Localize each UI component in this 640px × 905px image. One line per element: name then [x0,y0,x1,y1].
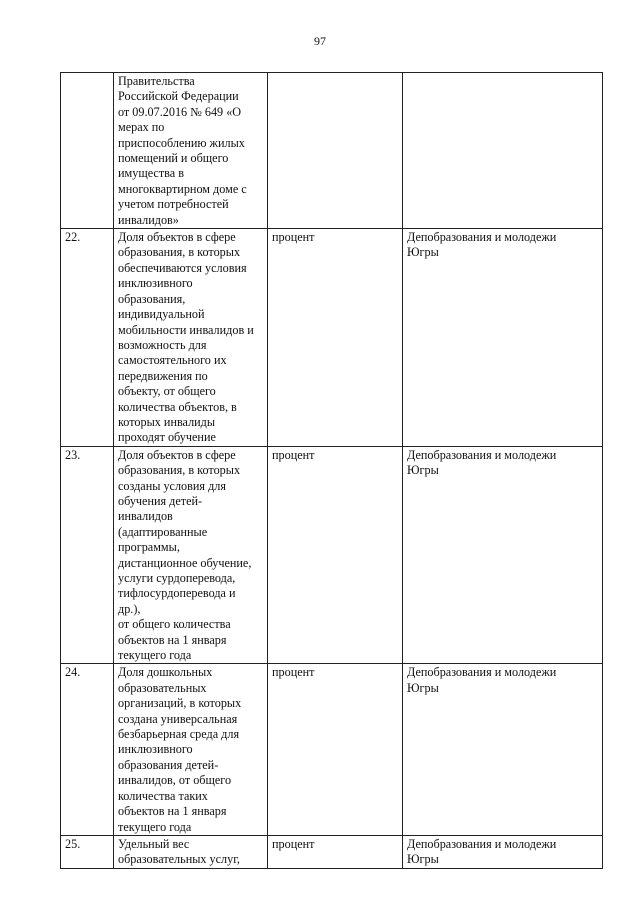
indicator-name-cell: Доля объектов в сфере образования, в которых созданы условия для обучения детей- инвалидов (адаптированные программы, дистанционное обучение, услуги сурдоперевода, тифлосурдоперевода и др.), от общего количества объектов на 1 января текущего года [114,446,268,664]
responsible-cell: Депобразования и молодежи Югры [403,229,603,447]
unit-cell: процент [268,229,403,447]
indicator-name-cell: Удельный вес образовательных услуг, [114,835,268,868]
table-row-25 [61,835,603,868]
table-row-continuation [61,73,603,229]
indicator-name-cell: Правительства Российской Федерации от 09.07.2016 № 649 «О мерах по приспособлению жилых помещений и общего имущества в многоквартирном доме с учетом потребностей инвалидов» [114,73,268,229]
responsible-cell: Депобразования и молодежи Югры [403,664,603,835]
table-row-22 [61,229,603,447]
table-row-23 [61,446,603,664]
unit-cell: процент [268,446,403,664]
unit-cell: процент [268,664,403,835]
table-row-24 [61,664,603,835]
unit-cell: процент [268,835,403,868]
responsible-cell: Депобразования и молодежи Югры [403,835,603,868]
row-number-cell: 22. [61,229,114,447]
row-number-cell: 24. [61,664,114,835]
indicator-name-cell: Доля объектов в сфере образования, в которых обеспечиваются условия инклюзивного образования, индивидуальной мобильности инвалидов и возможность для самостоятельного их передвижения по объекту, от общего количества объектов, в которых инвалиды проходят обучение [114,229,268,447]
row-number-cell: 23. [61,446,114,664]
row-number-cell [61,73,114,229]
responsible-cell: Депобразования и молодежи Югры [403,446,603,664]
indicators-table [60,72,603,869]
row-number-cell: 25. [61,835,114,868]
indicator-name-cell: Доля дошкольных образовательных организаций, в которых создана универсальная безбарьерная среда для инклюзивного образования детей- инвалидов, от общего количества таких объектов на 1 января текущего года [114,664,268,835]
responsible-cell [403,73,603,229]
page-number: 97 [314,34,326,48]
unit-cell [268,73,403,229]
